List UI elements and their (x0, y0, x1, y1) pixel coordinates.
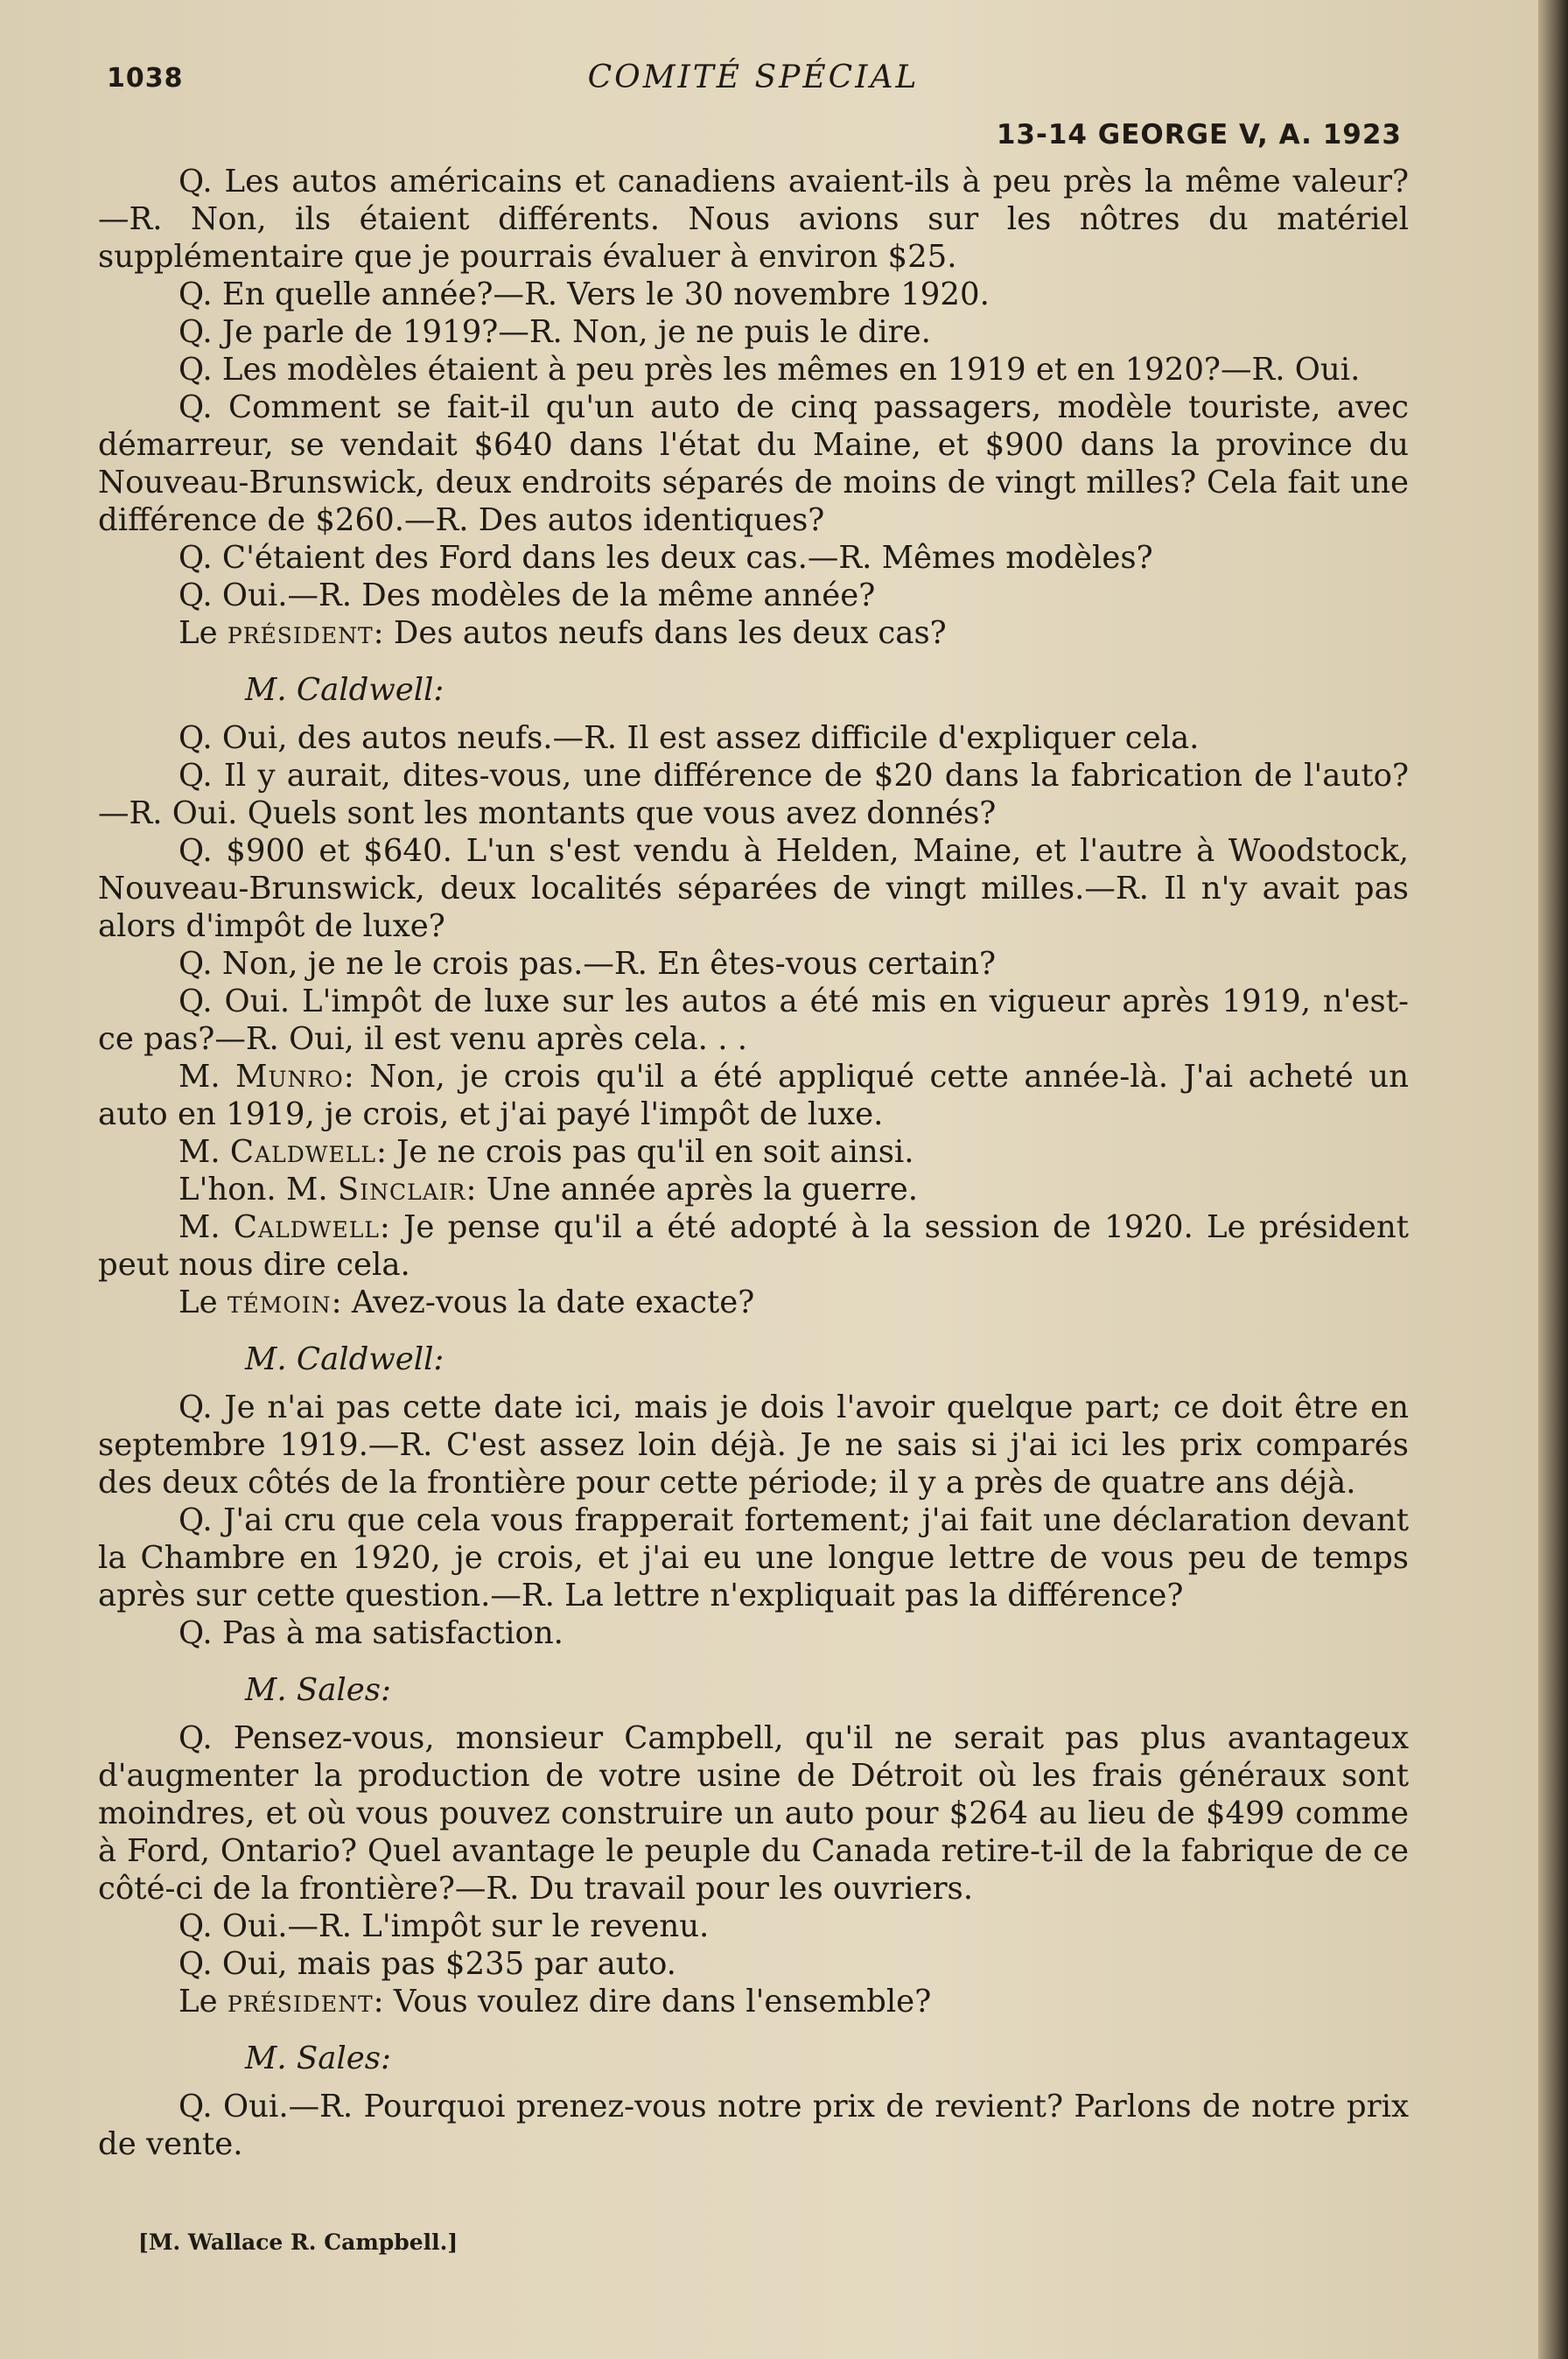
qa-paragraph: Q. Oui.—R. Pourquoi prenez-vous notre prix de revient? Parlons de notre prix de vente. (98, 2089, 1409, 2162)
speaker-prefix: Le (178, 615, 228, 651)
qa-paragraph: Q. Je parle de 1919?—R. Non, je ne puis le dire. (178, 314, 931, 350)
qa-paragraph: Q. C'étaient des Ford dans les deux cas.—R. Mêmes modèles? (178, 540, 1153, 576)
speaker-name: président (227, 615, 374, 651)
qa-paragraph: Q. Les modèles étaient à peu près les mêmes en 1919 et en 1920?—R. Oui. (178, 352, 1361, 388)
speaker-text: : Avez-vous la date exacte? (331, 1284, 755, 1320)
qa-paragraph: Q. Il y aurait, dites-vous, une différence de $20 dans la fabrication de l'auto? —R. Oui. Quels sont les montants que vous avez donnés? (98, 758, 1409, 831)
page-number: 1038 (107, 63, 184, 94)
speaker-prefix: M. (178, 1134, 230, 1170)
speaker-text: : Je pense qu'il a été adopté à la session de 1920. Le président peut nous dire cela. (98, 1209, 1409, 1283)
speaker-text: : Une année après la guerre. (466, 1172, 919, 1208)
speaker-name: Sinclair (337, 1172, 466, 1208)
qa-paragraph: Q. Les autos américains et canadiens avaient-ils à peu près la même valeur? —R. Non, ils étaient différents. Nous avions sur les nôtres du matériel supplémentaire que je pourrais évaluer à environ $25. (98, 164, 1409, 275)
speaker-name: Caldwell (233, 1209, 380, 1245)
speaker-paragraph (98, 1171, 1409, 1208)
speaker-name: Munro (235, 1059, 344, 1095)
qa-paragraph: Q. Oui. L'impôt de luxe sur les autos a été mis en vigueur après 1919, n'est-ce pas?—R. Oui, il est venu après cela. . . (98, 984, 1409, 1057)
speaker-name: témoin (227, 1284, 332, 1320)
qa-paragraph: Q. Oui, mais pas $235 par auto. (178, 1946, 676, 1982)
speaker-name: président (227, 1984, 374, 2020)
qa-paragraph: Q. Non, je ne le crois pas.—R. En êtes-vous certain? (178, 946, 997, 982)
speaker-paragraph (98, 614, 1409, 652)
speaker-name: Caldwell (229, 1134, 376, 1170)
speaker-prefix: M. (178, 1209, 234, 1245)
qa-paragraph: Q. Je n'ai pas cette date ici, mais je dois l'avoir quelque part; ce doit être en septembre 1919.—R. C'est assez loin déjà. Je ne sais si j'ai ici les prix comparés des deux côtés de la frontière pour cette période; il y a près de quatre ans déjà. (98, 1390, 1409, 1501)
qa-paragraph: Q. Comment se fait-il qu'un auto de cinq passagers, modèle touriste, avec démarreur, se vendait $640 dans l'état du Maine, et $900 dans la province du Nouveau-Brunswick, deux endroits séparés de moins de vingt milles? Cela fait une différence de $260.—R. Des autos identiques? (98, 389, 1409, 538)
speaker-paragraph (98, 1133, 1409, 1171)
qa-paragraph: Q. Oui, des autos neufs.—R. Il est assez difficile d'expliquer cela. (178, 720, 1200, 756)
transcript-body (98, 163, 1409, 2163)
speaker-text: : Non, je crois qu'il a été appliqué cette année-là. J'ai acheté un auto en 1919, je crois, et j'ai payé l'impôt de luxe. (98, 1059, 1409, 1132)
speaker-paragraph (98, 1208, 1409, 1284)
page-header (98, 54, 1409, 102)
qa-paragraph: Q. Pensez-vous, monsieur Campbell, qu'il ne serait pas plus avantageux d'augmenter la production de votre usine de Détroit où les frais généraux sont moindres, et où vous pouvez construire un auto pour $264 au lieu de $499 comme à Ford, Ontario? Quel avantage le peuple du Canada retire-t-il de la fabrique de ce côté-ci de la frontière?—R. Du travail pour les ouvriers. (98, 1720, 1409, 1907)
speaker-heading: M. Caldwell: (245, 672, 444, 708)
speaker-paragraph (98, 1983, 1409, 2020)
speaker-paragraph (98, 1058, 1409, 1133)
qa-paragraph: Q. $900 et $640. L'un s'est vendu à Helden, Maine, et l'autre à Woodstock, Nouveau-Brunswick, deux localités séparées de vingt milles.—R. Il n'y avait pas alors d'impôt de luxe? (98, 833, 1409, 944)
speaker-prefix: M. (178, 1059, 236, 1095)
speaker-text: : Vous voulez dire dans l'ensemble? (373, 1984, 932, 2020)
qa-paragraph: Q. J'ai cru que cela vous frapperait fortement; j'ai fait une déclaration devant la Chambre en 1920, je crois, et j'ai eu une longue lettre de vous peu de temps après sur cette question.—R. La lettre n'expliquait pas la différence? (98, 1502, 1409, 1614)
qa-paragraph: Q. En quelle année?—R. Vers le 30 novembre 1920. (178, 276, 990, 312)
session-label: 13-14 GEORGE V, A. 1923 (996, 119, 1402, 150)
speaker-text: : Je ne crois pas qu'il en soit ainsi. (375, 1134, 914, 1170)
speaker-prefix: Le (178, 1984, 228, 2020)
speaker-heading: M. Sales: (245, 2040, 391, 2076)
speaker-prefix: Le (178, 1284, 228, 1320)
witness-footnote: [M. Wallace R. Campbell.] (138, 2230, 458, 2255)
running-title: COMITÉ SPÉCIAL (587, 60, 920, 95)
qa-paragraph: Q. Oui.—R. L'impôt sur le revenu. (178, 1908, 710, 1944)
speaker-paragraph (98, 1284, 1409, 1321)
speaker-prefix: L'hon. M. (178, 1172, 338, 1208)
speaker-heading: M. Caldwell: (245, 1341, 444, 1377)
qa-paragraph: Q. Pas à ma satisfaction. (178, 1615, 564, 1651)
qa-paragraph: Q. Oui.—R. Des modèles de la même année? (178, 578, 876, 613)
book-spine-shadow (1538, 0, 1568, 2359)
speaker-text: : Des autos neufs dans les deux cas? (373, 615, 947, 651)
speaker-heading: M. Sales: (245, 1672, 391, 1708)
